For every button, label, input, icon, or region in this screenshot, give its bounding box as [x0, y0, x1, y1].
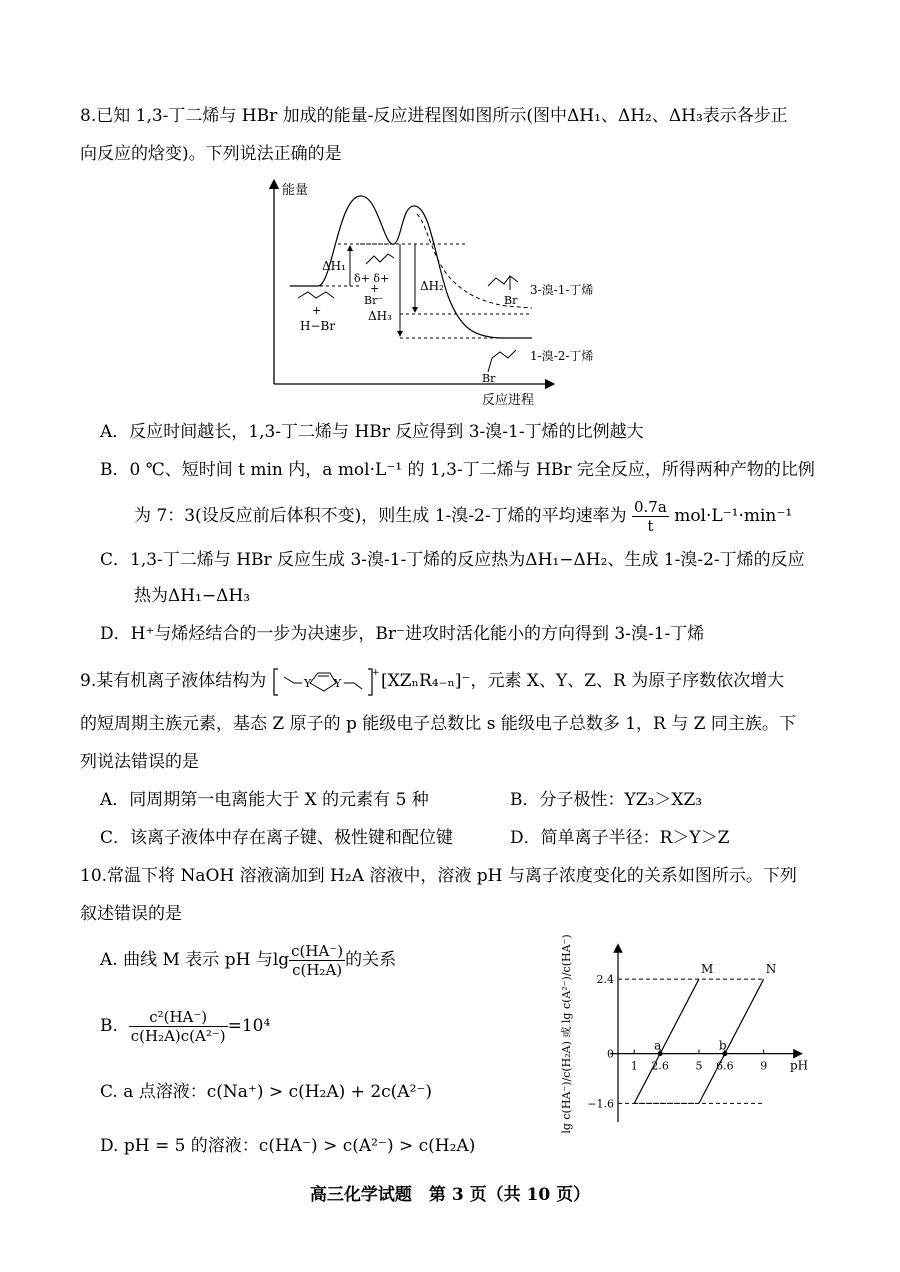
- y-axis-label: 能量: [282, 183, 309, 198]
- chart-x-label: pH: [790, 1058, 809, 1073]
- q8-stem-line1: 8.已知 1,3-丁二烯与 HBr 加成的能量-反应进程图如图所示(图中ΔH₁、ΔH₂、ΔH₃表示各步正: [80, 106, 788, 126]
- dh1-label: ΔH₁: [322, 259, 346, 273]
- x-tick-label: 9: [760, 1059, 768, 1073]
- q10-option-a: A. 曲线 M 表示 pH 与lg $\frac{c(HA^-)}{\text{c(H₂A)}}$ 的关系: [100, 942, 397, 979]
- point-label-a: a: [654, 1038, 662, 1053]
- rate-fraction: $\frac{0.7a}{t}$: [633, 498, 667, 535]
- q8-option-b-line2: 为 7：3(设反应前后体积不变)，则生成 1-溴-2-丁烯的平均速率为 $\frac{0.7a}{t}$ mol·L⁻¹·min⁻¹: [134, 498, 793, 535]
- hbr-label: H−Br: [300, 319, 336, 333]
- imidazolium-structure: [272, 667, 380, 697]
- svg-text:+: +: [370, 282, 380, 295]
- q10-option-d: D. pH = 5 的溶液：c(HA⁻) > c(A²⁻) > c(H₂A): [100, 1136, 476, 1156]
- q9-option-d: D．简单离子半径：R＞Y＞Z: [510, 828, 730, 848]
- series-label-N: N: [765, 962, 777, 977]
- q8-stem-line2: 向反应的焓变)。下列说法正确的是: [80, 144, 342, 164]
- q9-stem-line3: 列说法错误的是: [80, 752, 199, 772]
- q8-option-d: D．H⁺与烯烃结合的一步为决速步，Br⁻进攻时活化能小的方向得到 3-溴-1-丁烯: [100, 624, 705, 644]
- series-line-M: [634, 979, 699, 1103]
- svg-text:Br: Br: [482, 372, 496, 385]
- x-axis-label: 反应进程: [482, 393, 535, 408]
- q9-option-a: A．同周期第一电离能大于 X 的元素有 5 种: [100, 790, 429, 810]
- anion-formula: [XZₙR₄₋ₙ]⁻: [381, 671, 471, 691]
- svg-text:+: +: [312, 304, 322, 317]
- q10-stem-line1: 10.常温下将 NaOH 溶液滴加到 H₂A 溶液中，溶液 pH 与离子浓度变化的关系如图所示。下列: [80, 866, 797, 886]
- q9-stem-line1: 9.某有机离子液体结构为 Y Y + [XZₙR₄₋ₙ]⁻，元素 X、Y、Z、R 为原子序数依次增大: [80, 666, 784, 696]
- q10-option-c: C. a 点溶液：c(Na⁺) > c(H₂A) + 2c(A²⁻): [100, 1082, 432, 1102]
- q8-option-c-line2: 热为ΔH₁−ΔH₃: [134, 586, 251, 606]
- product1-label: 3-溴-1-丁烯: [530, 283, 594, 297]
- svg-text:Y: Y: [303, 676, 311, 690]
- x-tick-label: 6.6: [716, 1059, 734, 1073]
- y-tick-label: 0: [607, 1047, 614, 1061]
- point-label-b: b: [718, 1038, 727, 1053]
- ph-chart: [548, 934, 810, 1134]
- svg-text:+: +: [371, 667, 380, 678]
- y-tick-label: −1.6: [587, 1097, 614, 1111]
- q9-stem-line2: 的短周期主族元素，基态 Z 原子的 p 能级电子总数比 s 能级电子总数多 1，R 与 Z 同主族。下: [80, 714, 796, 734]
- delta-charges: δ+ δ+: [354, 272, 390, 285]
- dh2-label: ΔH₂: [420, 279, 444, 293]
- q10-stem-line2: 叙述错误的是: [80, 904, 182, 924]
- q10-option-b: B. $\frac{\text{c²(HA⁻)}}{\text{c(H₂A)c(A²⁻)}}$ =10⁴: [100, 1008, 271, 1045]
- y-axis-title: [560, 934, 573, 1133]
- svg-text:Br: Br: [504, 294, 518, 307]
- q8-option-a: A．反应时间越长，1,3-丁二烯与 HBr 反应得到 3-溴-1-丁烯的比例越大: [100, 422, 644, 442]
- series-line-N: [699, 979, 764, 1103]
- series-label-M: M: [700, 962, 714, 977]
- q8-option-b-line1: B．0 ℃、短时间 t min 内，a mol·L⁻¹ 的 1,3-丁二烯与 HBr 完全反应，所得两种产物的比例: [100, 460, 815, 480]
- br-minus-label: Br⁻: [364, 294, 384, 307]
- q9-option-b: B．分子极性：YZ₃＞XZ₃: [510, 790, 703, 810]
- q8-option-c-line1: C．1,3-丁二烯与 HBr 反应生成 3-溴-1-丁烯的反应热为ΔH₁−ΔH₂、生成 1-溴-2-丁烯的反应: [100, 550, 805, 570]
- x-tick-label: 2.6: [651, 1059, 669, 1073]
- dh3-label: ΔH₃: [368, 309, 392, 323]
- q8-energy-diagram: [260, 178, 640, 410]
- q9-option-c: C．该离子液体中存在离子键、极性键和配位键: [100, 828, 454, 848]
- svg-text:Y: Y: [333, 676, 341, 690]
- x-tick-label: 5: [695, 1059, 703, 1073]
- svg-text:lg c(HA⁻)/c(H₂A) 或 lg c(A²⁻)/c: lg c(HA⁻)/c(H₂A) 或 lg c(A²⁻)/c(HA⁻): [560, 934, 573, 1134]
- product2-label: 1-溴-2-丁烯: [530, 349, 594, 363]
- y-tick-label: 2.4: [596, 973, 614, 987]
- page-footer: 高三化学试题 第 3 页（共 10 页）: [309, 1185, 591, 1205]
- x-tick-label: 1: [630, 1059, 638, 1073]
